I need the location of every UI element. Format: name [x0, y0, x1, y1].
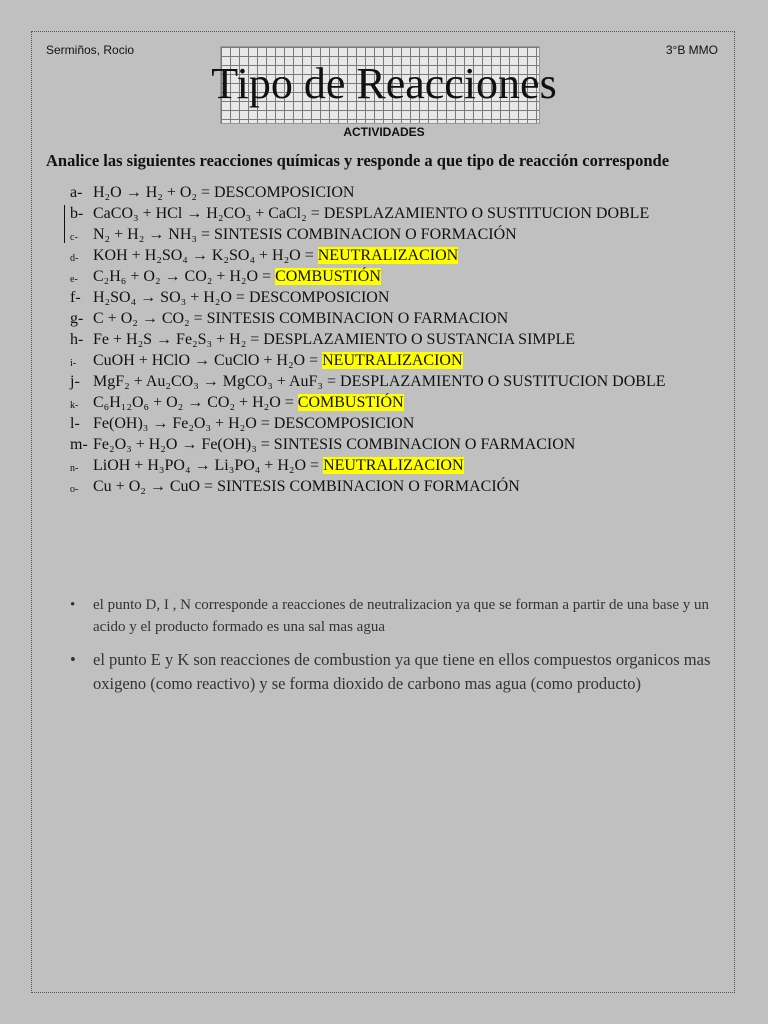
- reaction-list: [0, 182, 768, 497]
- reaction-item-c: [0, 224, 768, 245]
- reaction-equation: KOH + H₂SO₄ → K₂SO₄ + H₂O =: [93, 247, 318, 264]
- instruction-text: Analice las siguientes reacciones químicas y responde a que tipo de reacción corresponde: [46, 151, 670, 170]
- section-subtitle: ACTIVIDADES: [343, 125, 425, 139]
- reaction-equation: C₂H₆ + O₂ → CO₂ + H₂O =: [93, 268, 276, 285]
- note-item: [0, 594, 768, 638]
- reaction-item-b: [0, 203, 768, 224]
- reaction-answer: SINTESIS COMBINACION O FORMACIÓN: [214, 226, 517, 243]
- reaction-item-f: [0, 287, 768, 308]
- reaction-item-g: [0, 308, 768, 329]
- reaction-equation: CaCO₃ + HCl → H₂CO₃ + CaCl₂ =: [93, 205, 324, 222]
- reaction-answer: DESCOMPOSICION: [214, 184, 355, 201]
- reaction-marker: o-: [70, 484, 79, 495]
- reaction-item-a: [0, 182, 768, 203]
- note-text: el punto D, I , N corresponde a reacciones de neutralizacion ya que se forman a partir de una base y un acido y el producto formado es una sal mas agua: [93, 597, 709, 635]
- reaction-answer-highlighted: COMBUSTIÓN: [275, 268, 381, 285]
- reaction-equation: C + O₂ → CO₂ =: [93, 310, 207, 327]
- reaction-equation: C₆H₁₂O₆ + O₂ → CO₂ + H₂O =: [93, 394, 298, 411]
- reaction-marker: k-: [70, 400, 79, 411]
- reaction-answer: DESPLAZAMIENTO O SUSTANCIA SIMPLE: [263, 331, 576, 348]
- notes-list: [0, 594, 768, 696]
- bullet-icon: •: [70, 597, 76, 613]
- reaction-equation: CuOH + HClO → CuClO + H₂O =: [93, 352, 323, 369]
- reaction-marker: b-: [70, 205, 84, 222]
- bullet-icon: •: [70, 650, 76, 669]
- reaction-answer: DESCOMPOSICION: [273, 415, 415, 432]
- page-border: [31, 31, 735, 993]
- reaction-equation: H₂SO₄ → SO₃ + H₂O =: [93, 289, 249, 306]
- reaction-marker: g-: [70, 310, 84, 327]
- student-name: Sermiños, Rocio: [46, 43, 135, 57]
- reaction-marker: a-: [70, 184, 83, 201]
- reaction-answer: DESPLAZAMIENTO O SUSTITUCION DOBLE: [340, 373, 666, 390]
- reaction-marker: c-: [70, 232, 78, 243]
- reaction-marker: i-: [70, 358, 77, 369]
- reaction-marker: h-: [70, 331, 84, 348]
- reaction-answer-highlighted: NEUTRALIZACION: [323, 457, 464, 474]
- reaction-answer: DESCOMPOSICION: [248, 289, 390, 306]
- reaction-answer: SINTESIS COMBINACION O FARMACION: [206, 310, 509, 327]
- reaction-item-i: [0, 350, 768, 371]
- reaction-answer-highlighted: NEUTRALIZACION: [322, 352, 463, 369]
- reaction-marker: l-: [70, 415, 80, 432]
- reaction-marker: f-: [70, 289, 81, 306]
- reaction-item-j: [0, 371, 768, 392]
- reaction-marker: j-: [70, 373, 80, 390]
- reaction-equation: H₂O → H₂ + O₂ =: [93, 184, 214, 201]
- reaction-equation: Fe + H₂S → Fe₂S₃ + H₂ =: [93, 331, 264, 348]
- reaction-item-l: [0, 413, 768, 434]
- reaction-item-n: [0, 455, 768, 476]
- reaction-item-k: [0, 392, 768, 413]
- reaction-marker: d-: [70, 253, 79, 264]
- reaction-equation: N₂ + H₂ → NH₃ =: [93, 226, 214, 243]
- reaction-answer: DESPLAZAMIENTO O SUSTITUCION DOBLE: [323, 205, 650, 222]
- note-text: el punto E y K son reacciones de combustion ya que tiene en ellos compuestos organicos mas oxigeno (como reactivo) y se forma dioxido de carbono mas agua (como producto): [93, 650, 711, 693]
- page-title: Tipo de Reacciones: [211, 59, 557, 108]
- reaction-marker: n-: [70, 463, 79, 474]
- reaction-equation: Fe₂O₃ + H₂O → Fe(OH)₃ =: [93, 436, 274, 453]
- reaction-equation: Fe(OH)₃ → Fe₂O₃ + H₂O =: [93, 415, 274, 432]
- course-label: 3°B MMO: [665, 43, 718, 57]
- reaction-answer: SINTESIS COMBINACION O FARMACION: [273, 436, 576, 453]
- reaction-marker: m-: [70, 436, 88, 453]
- reaction-answer-highlighted: COMBUSTIÓN: [297, 394, 404, 411]
- reaction-marker: e-: [70, 274, 78, 285]
- reaction-answer: SINTESIS COMBINACION O FORMACIÓN: [217, 478, 520, 495]
- reaction-item-m: [0, 434, 768, 455]
- reaction-item-o: [0, 476, 768, 497]
- reaction-equation: LiOH + H₃PO₄ → Li₃PO₄ + H₂O =: [93, 457, 324, 474]
- note-item: [0, 648, 768, 696]
- reaction-item-d: [0, 245, 768, 266]
- reaction-equation: MgF₂ + Au₂CO₃ → MgCO₃ + AuF₃ =: [93, 373, 341, 390]
- reaction-item-h: [0, 329, 768, 350]
- reaction-item-e: [0, 266, 768, 287]
- reaction-equation: Cu + O₂ → CuO =: [93, 478, 218, 495]
- reaction-answer-highlighted: NEUTRALIZACION: [317, 247, 459, 264]
